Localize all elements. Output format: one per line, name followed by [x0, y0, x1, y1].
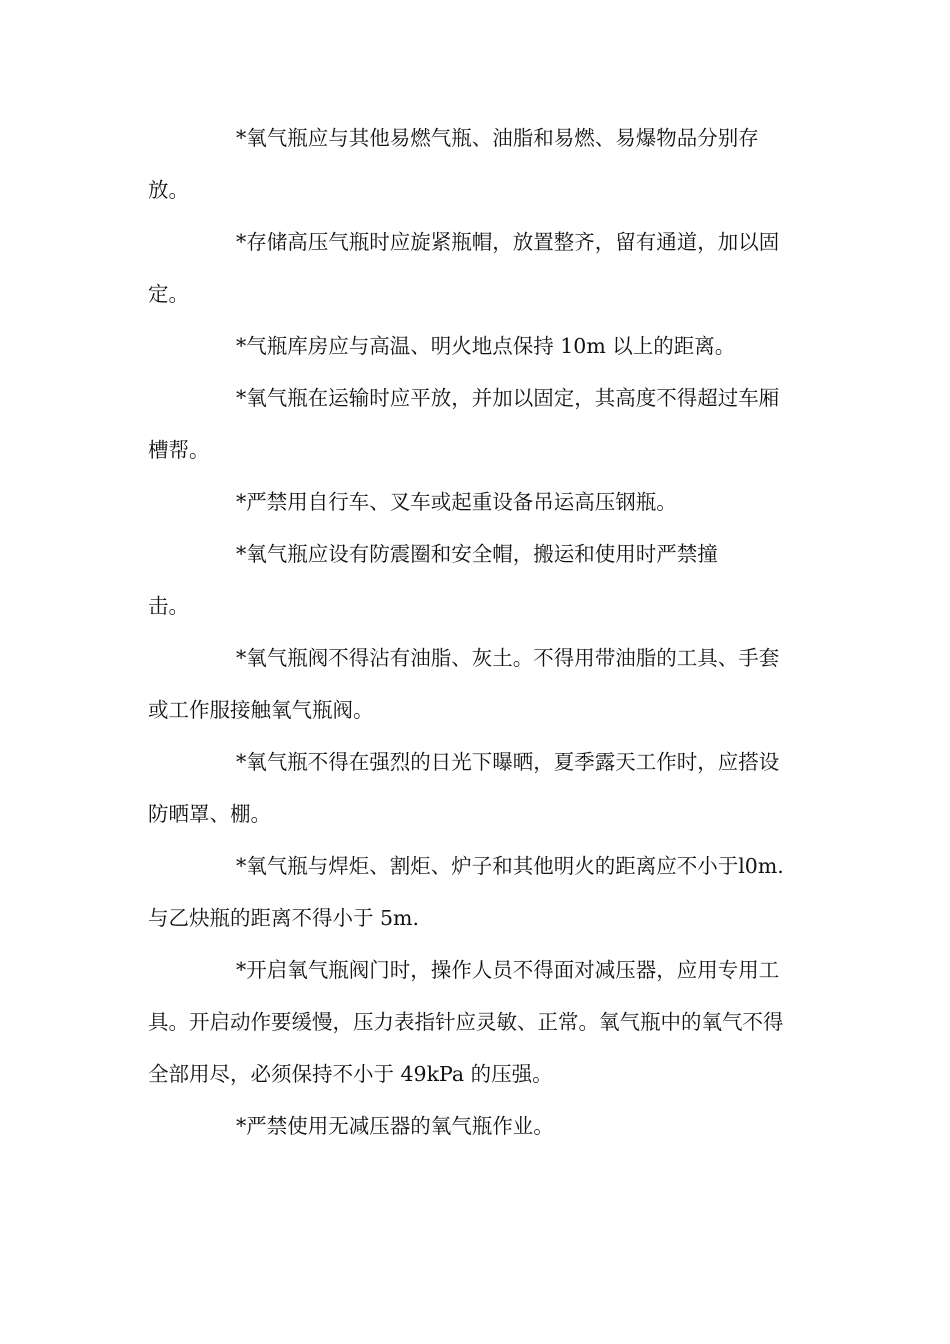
- paragraph-oxygen-storage: *氧气瓶应与其他易燃气瓶、油脂和易燃、易爆物品分别存放。: [148, 126, 759, 202]
- paragraph-sun-exposure: *氧气瓶不得在强烈的日光下曝晒，夏季露天工作时，应搭设防晒罩、棚。: [148, 750, 780, 826]
- paragraph-shockproof: *氧气瓶应设有防震圈和安全帽，搬运和使用时严禁撞 击。: [148, 542, 718, 618]
- paragraph-warehouse-distance: *气瓶库房应与高温、明火地点保持 10m 以上的距离。: [236, 334, 736, 358]
- paragraph-regulator-ban: *严禁使用无减压器的氧气瓶作业。: [236, 1114, 554, 1138]
- paragraph-high-pressure-storage: *存储高压气瓶时应旋紧瓶帽，放置整齐，留有通道，加以固定。: [148, 230, 780, 306]
- document-body: [148, 112, 798, 1152]
- paragraph-transport: *氧气瓶在运输时应平放，并加以固定，其高度不得超过车厢槽帮。: [148, 386, 780, 462]
- paragraph-lifting-ban: *严禁用自行车、叉车或起重设备吊运高压钢瓶。: [236, 490, 677, 514]
- paragraph-valve-opening: *开启氧气瓶阀门时，操作人员不得面对减压器，应用专用工具。开启动作要缓慢，压力表指针应灵敏、正常。氧气瓶中的氧气不得全部用尽，必须保持不小于 49kPa 的压强。: [148, 958, 784, 1086]
- paragraph-flame-distance: *氧气瓶与焊炬、割炬、炉子和其他明火的距离应不小于l0m.与乙炔瓶的距离不得小于 5m.: [148, 854, 784, 930]
- paragraph-valve-grease: *氧气瓶阀不得沾有油脂、灰土。不得用带油脂的工具、手套或工作服接触氧气瓶阀。: [148, 646, 780, 722]
